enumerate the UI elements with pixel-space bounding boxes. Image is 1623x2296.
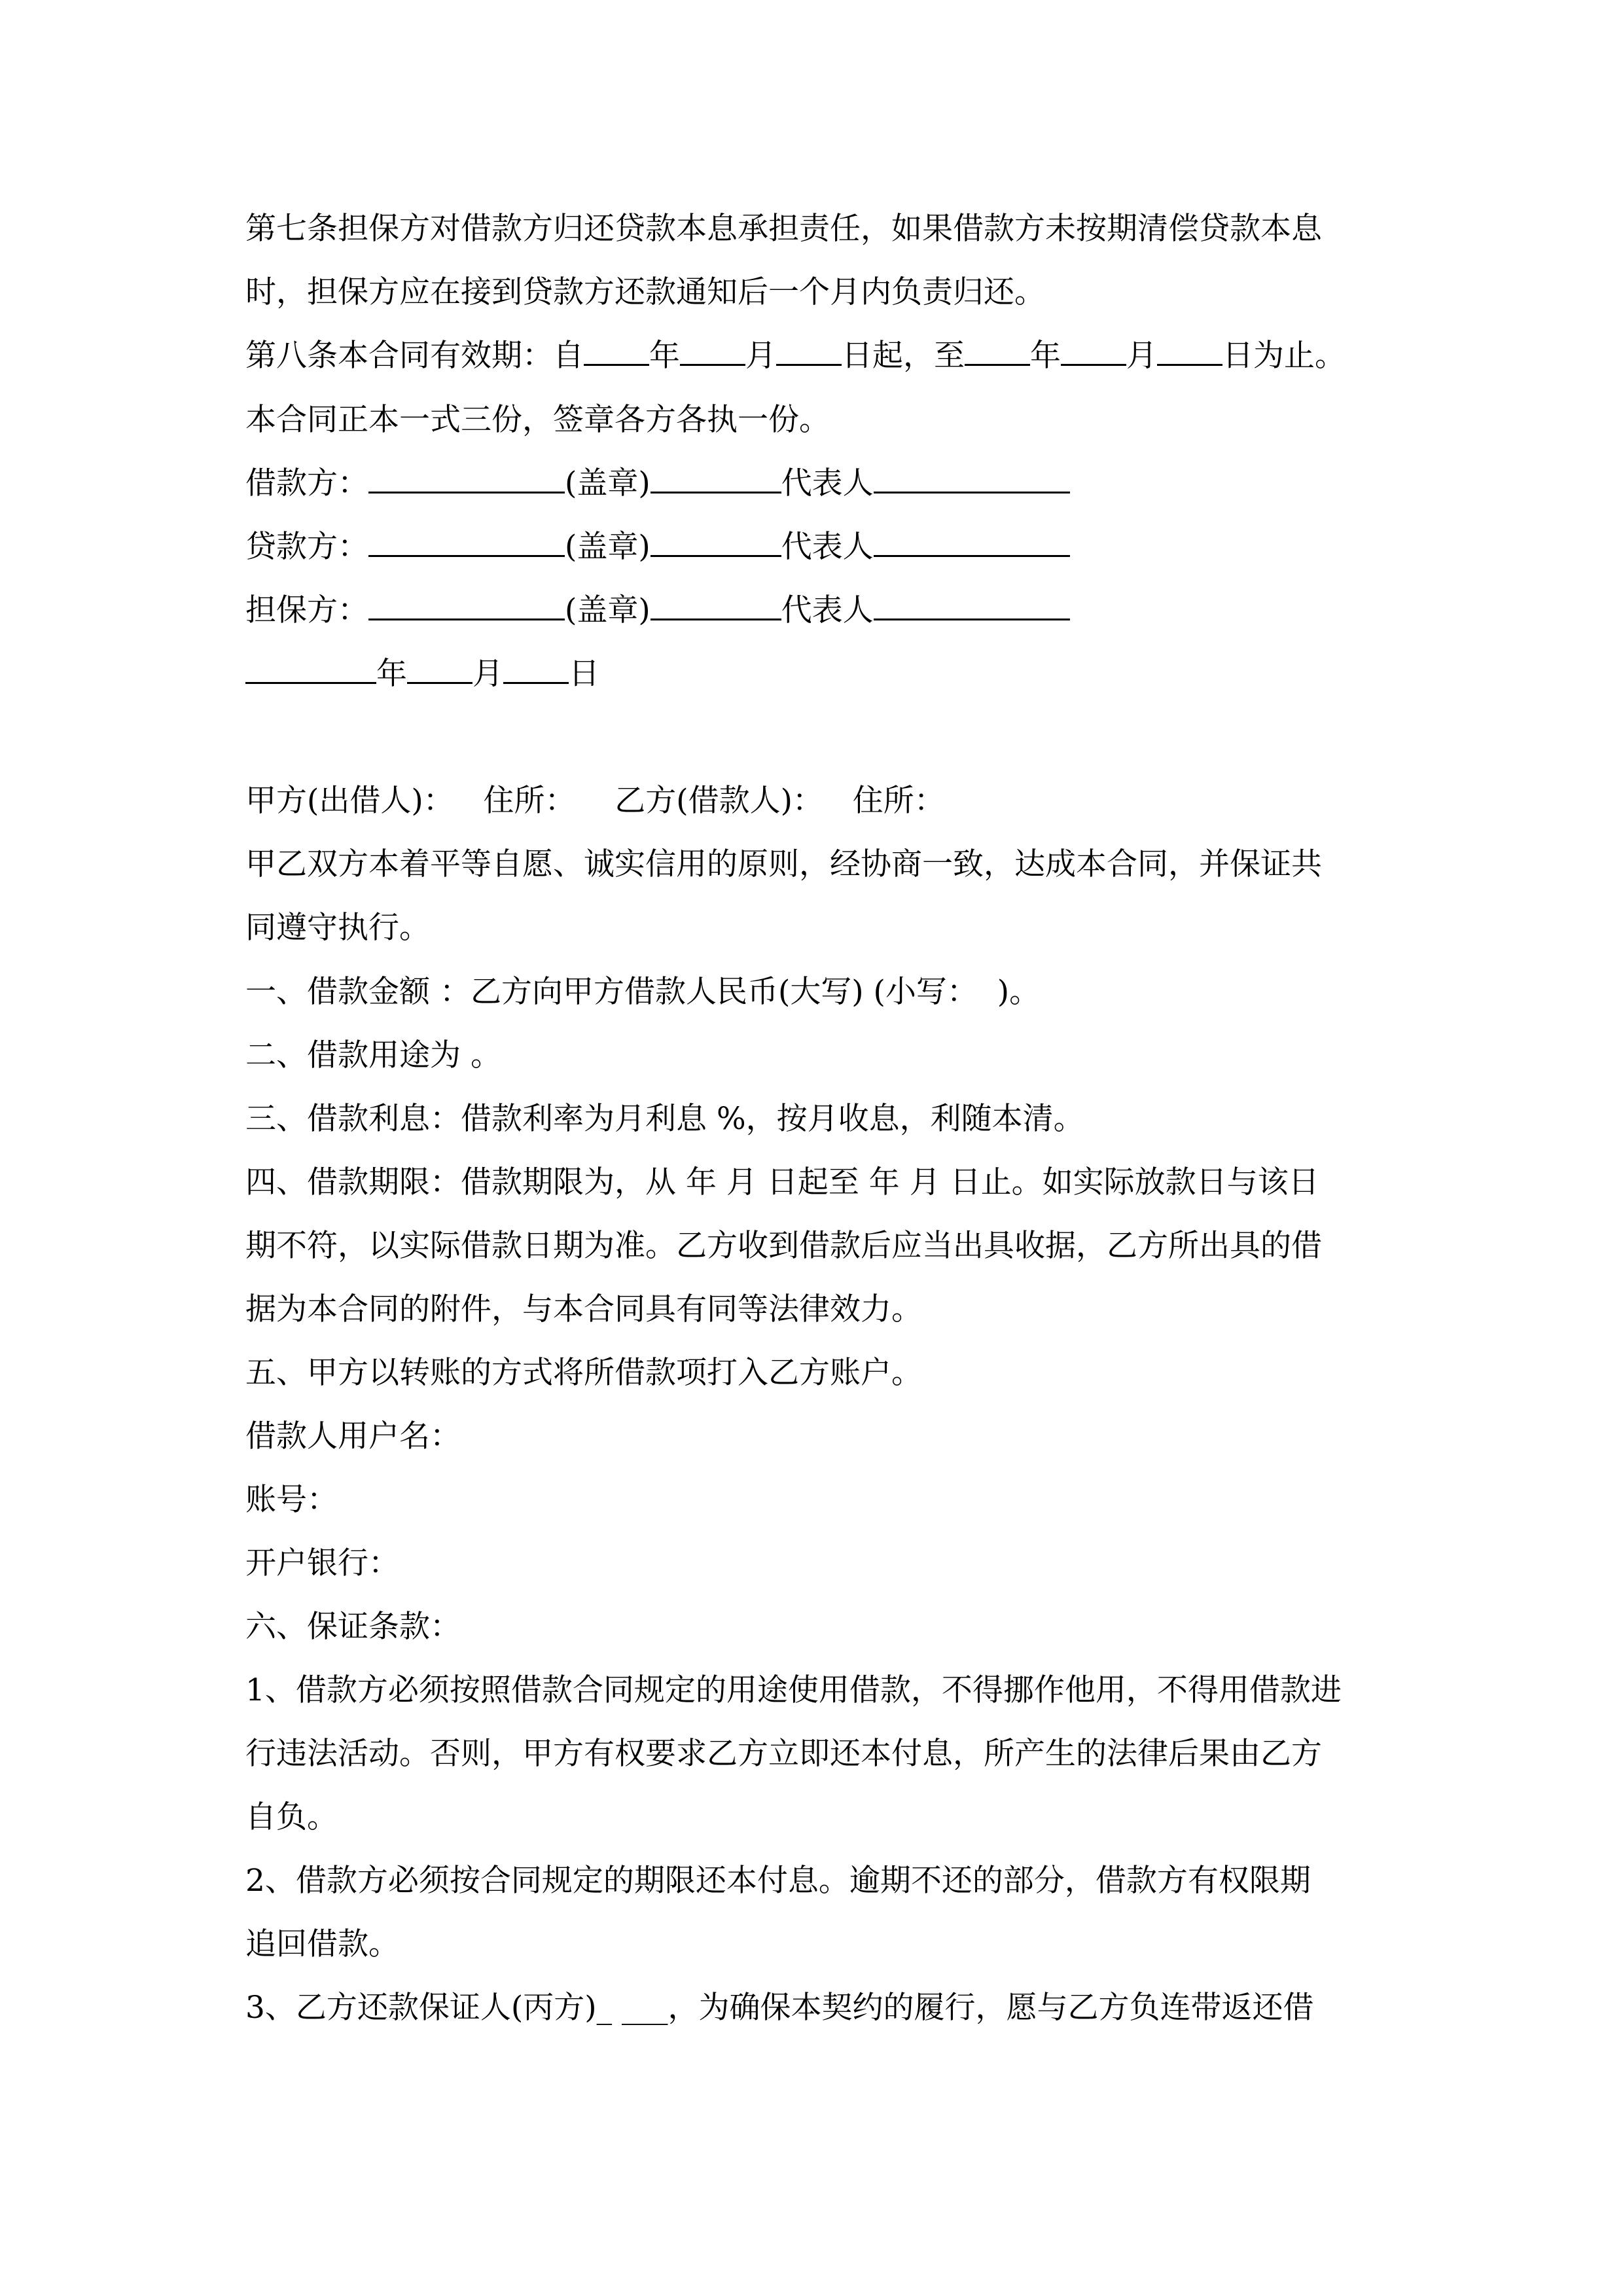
guarantee-item1-line1: 1、借款方必须按照借款合同规定的用途使用借款，不得挪作他用，不得用借款进 [245,1672,1342,1708]
signature-seal: (盖章) [565,465,651,501]
signing-date [245,653,599,695]
signature-blank [874,529,1070,557]
clause-amount: 一、借款金额 ：乙方向甲方借款人民币(大写) (小写： )。 [245,974,1041,1010]
signature-party: 担保方： [245,592,368,628]
article7-line2: 时，担保方应在接到贷款方还款通知后一个月内负责归还。 [245,274,1045,310]
signature-borrower [245,463,1070,505]
signature-blank [651,465,781,493]
intro-line2: 同遵守执行。 [245,910,430,946]
account-number: 账号： [245,1482,338,1518]
clause-interest: 三、借款利息：借款利率为月利息 %，按月收息，利随本清。 [245,1101,1084,1137]
date-year: 年 [376,656,407,692]
blank-day-from [776,338,842,366]
clause-purpose: 二、借款用途为 。 [245,1037,501,1073]
guarantee-item2-line2: 追回借款。 [245,1926,399,1962]
signature-party: 借款方： [245,465,368,501]
clause-guarantee: 六、保证条款： [245,1609,461,1645]
signature-rep: 代表人 [781,465,874,501]
clause-transfer: 五、甲方以转账的方式将所借款项打入乙方账户。 [245,1355,922,1391]
signature-lender [245,526,1070,568]
signature-seal: (盖章) [565,529,651,565]
signature-guarantor [245,590,1070,632]
guarantee-item1-line2: 行违法活动。否则，甲方有权要求乙方立即还本付息，所产生的法律后果由乙方 [245,1736,1322,1772]
intro-line1: 甲乙双方本着平等自愿、诚实信用的原则，经协商一致，达成本合同，并保证共 [245,846,1322,882]
account-bank: 开户银行： [245,1545,399,1581]
date-blank-day [503,656,569,684]
signature-blank [651,529,781,557]
signature-blank [651,592,781,620]
article8-day-from: 日起，至 [842,338,965,374]
clause-term-line2: 期不符，以实际借款日期为准。乙方收到借款后应当出具收据，乙方所出具的借 [245,1228,1322,1264]
signature-party: 贷款方： [245,529,368,565]
parties-line: 甲方(出借人)： 住所： 乙方(借款人)： 住所： [245,783,945,819]
blank-year-to [965,338,1030,366]
clause-term-line1: 四、借款期限：借款期限为，从 年 月 日起至 年 月 日止。如实际放款日与该日 [245,1164,1319,1200]
signature-blank [368,592,565,620]
guarantee-item2-line1: 2、借款方必须按合同规定的期限还本付息。逾期不还的部分，借款方有权限期 [245,1863,1311,1899]
blank-month-to [1061,338,1126,366]
blank-month-from [680,338,745,366]
copies-line: 本合同正本一式三份，签章各方各执一份。 [245,402,830,438]
clause-term-line3: 据为本合同的附件，与本合同具有同等法律效力。 [245,1291,922,1327]
signature-blank [368,465,565,493]
signature-rep: 代表人 [781,592,874,628]
signature-blank [874,592,1070,620]
date-blank-month [407,656,473,684]
signature-blank [874,465,1070,493]
article7-line1: 第七条担保方对借款方归还贷款本息承担责任，如果借款方未按期清偿贷款本息 [245,211,1322,247]
article8-month: 月 [745,338,776,374]
blank-year-from [584,338,649,366]
article8-month2: 月 [1126,338,1157,374]
date-month: 月 [473,656,503,692]
date-day: 日 [569,656,599,692]
article8-prefix: 第八条本合同有效期：自 [245,338,584,374]
signature-rep: 代表人 [781,529,874,565]
signature-blank [368,529,565,557]
article8-year: 年 [649,338,680,374]
guarantee-item1-line3: 自负。 [245,1799,338,1835]
blank-day-to [1157,338,1222,366]
date-blank-year [245,656,376,684]
article8-validity [245,335,1346,377]
guarantee-item3-line1: 3、乙方还款保证人(丙方)_ ___，为确保本契约的履行，愿与乙方负连带返还借 [245,1990,1314,2026]
article8-year2: 年 [1030,338,1061,374]
account-name: 借款人用户名： [245,1418,461,1454]
signature-seal: (盖章) [565,592,651,628]
article8-day-to: 日为止。 [1222,338,1346,374]
